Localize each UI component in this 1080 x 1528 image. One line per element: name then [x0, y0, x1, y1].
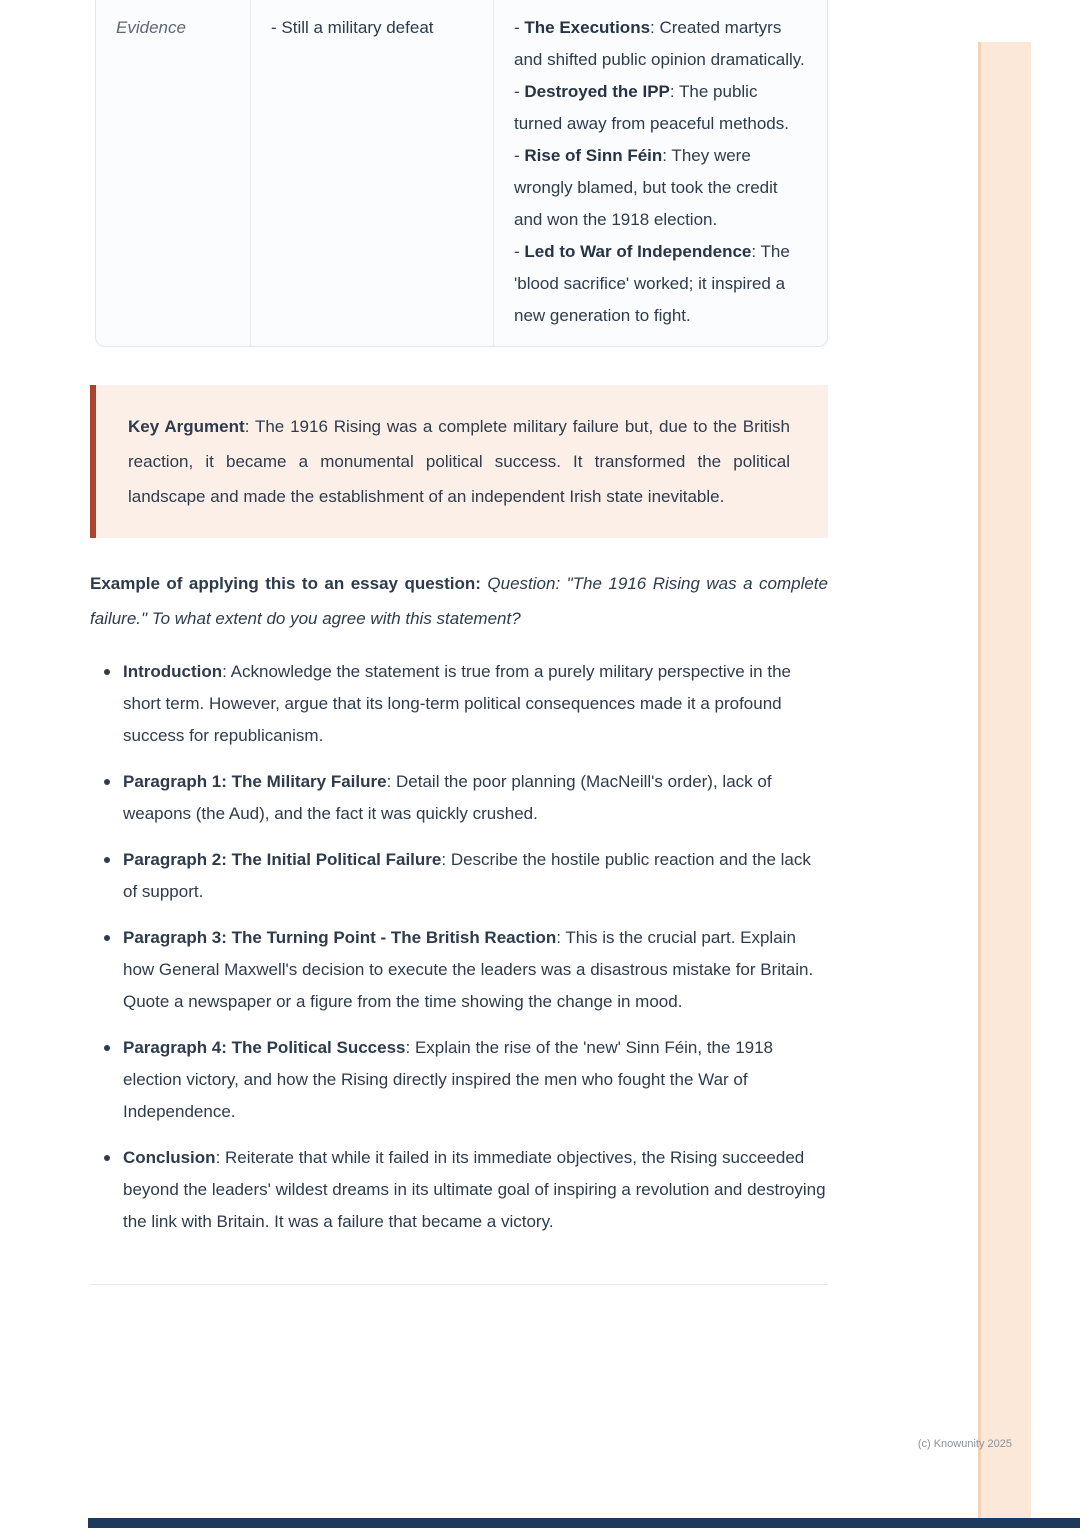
page-edge-stripe — [978, 42, 1031, 1518]
key-argument-label: Key Argument — [128, 417, 245, 436]
document-content — [90, 0, 828, 1285]
item-heading: Introduction — [123, 662, 223, 681]
item-text: : This is the crucial part. Explain how General Maxwell's decision to execute the leaders was a disastrous mistake for Britain. Quote a newspaper or a figure from the time showing the change in mood. — [123, 928, 814, 1011]
divider — [90, 1284, 828, 1285]
evidence-point — [514, 236, 809, 332]
item-text: : Describe the hostile public reaction and the lack of support. — [123, 850, 811, 901]
essay-example-lead: Example of applying this to an essay question: — [90, 574, 481, 593]
list-item-introduction — [90, 656, 828, 752]
key-argument-body: : The 1916 Rising was a complete military failure but, due to the British reaction, it became a monumental political success. It transformed the political landscape and made the establishment of an independent Irish state inevitable. — [128, 417, 790, 506]
evidence-point — [514, 76, 809, 140]
item-heading: Conclusion — [123, 1148, 216, 1167]
evidence-point — [514, 140, 809, 236]
evidence-table — [95, 0, 828, 347]
table-cell-row-label — [95, 0, 250, 347]
list-item-paragraph-3 — [90, 922, 828, 1018]
point-term: Led to War of Independence — [524, 242, 752, 261]
item-heading: Paragraph 4: The Political Success — [123, 1038, 406, 1057]
item-heading: Paragraph 3: The Turning Point - The British Reaction — [123, 928, 557, 947]
row-label: Evidence — [116, 18, 186, 37]
point-term: Rise of Sinn Féin — [524, 146, 663, 165]
item-heading: Paragraph 1: The Military Failure — [123, 772, 387, 791]
footer-credit: (c) Knowunity 2025 — [917, 1438, 1012, 1450]
point-dash: - — [514, 242, 525, 261]
table-cell-evidence-points — [493, 0, 828, 347]
list-item-paragraph-1 — [90, 766, 828, 830]
point-text: : The public turned away from peaceful methods. — [514, 82, 789, 133]
point-text: : They were wrongly blamed, but took the credit and won the 1918 election. — [514, 146, 778, 229]
item-text: : Reiterate that while it failed in its immediate objectives, the Rising succeeded beyond the leaders' wildest dreams in its ultimate goal of inspiring a revolution and destroying the link with Britain. It was a failure that became a victory. — [123, 1148, 826, 1231]
point-term: Destroyed the IPP — [524, 82, 670, 101]
point-dash: - — [514, 18, 525, 37]
table-cell-military-defeat — [250, 0, 493, 347]
item-text: : Explain the rise of the 'new' Sinn Féin, the 1918 election victory, and how the Rising directly inspired the men who fought the War of Independence. — [123, 1038, 774, 1121]
item-heading: Paragraph 2: The Initial Political Failure — [123, 850, 442, 869]
military-defeat-text: - Still a military defeat — [271, 18, 434, 37]
point-dash: - — [514, 82, 525, 101]
list-item-paragraph-2 — [90, 844, 828, 908]
point-text: : Created martyrs and shifted public opinion dramatically. — [514, 18, 805, 69]
essay-plan-list — [90, 656, 828, 1238]
point-text: : The 'blood sacrifice' worked; it inspired a new generation to fight. — [514, 242, 790, 325]
list-item-conclusion — [90, 1142, 828, 1238]
key-argument-text — [128, 409, 790, 514]
point-term: The Executions — [524, 18, 651, 37]
evidence-point — [514, 12, 809, 76]
key-argument-callout — [90, 385, 828, 538]
essay-question-italic: Question: "The 1916 Rising was a complete failure." To what extent do you agree with this statement? — [90, 574, 828, 628]
essay-question-example — [90, 566, 828, 636]
item-text: : Detail the poor planning (MacNeill's order), lack of weapons (the Aud), and the fact it was quickly crushed. — [123, 772, 772, 823]
table-row — [95, 0, 828, 347]
point-dash: - — [514, 146, 525, 165]
bottom-accent-bar — [88, 1518, 1080, 1528]
list-item-paragraph-4 — [90, 1032, 828, 1128]
item-text: : Acknowledge the statement is true from a purely military perspective in the short term. However, argue that its long-term political consequences made it a profound success for republicanism. — [123, 662, 791, 745]
